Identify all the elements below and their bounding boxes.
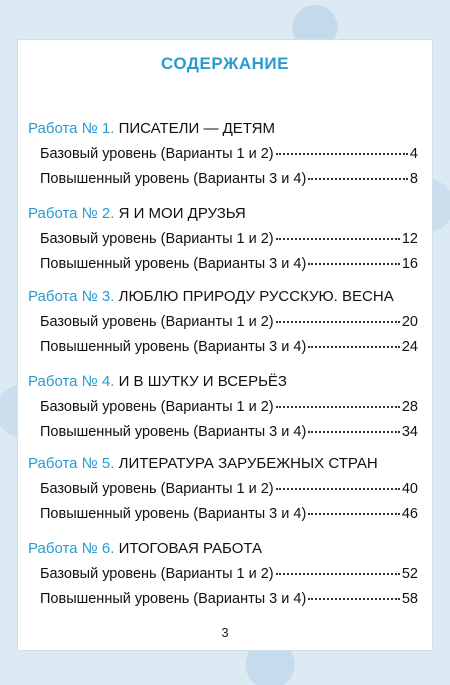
contents-section bbox=[28, 120, 418, 187]
entry-label: Повышенный уровень (Варианты 3 и 4) bbox=[40, 339, 307, 355]
entry-page: 34 bbox=[401, 424, 418, 440]
section-title: ПИСАТЕЛИ — ДЕТЯМ bbox=[118, 120, 275, 137]
section-heading bbox=[28, 540, 418, 557]
contents-page bbox=[18, 40, 432, 650]
entry-label: Базовый уровень (Варианты 1 и 2) bbox=[40, 566, 274, 582]
entry-page: 12 bbox=[401, 231, 418, 247]
section-heading bbox=[28, 205, 418, 222]
contents-entry bbox=[28, 481, 418, 497]
contents-section bbox=[28, 288, 418, 355]
dot-leader bbox=[276, 406, 400, 408]
entry-label: Базовый уровень (Варианты 1 и 2) bbox=[40, 146, 274, 162]
entry-page: 52 bbox=[401, 566, 418, 582]
entry-page: 46 bbox=[401, 506, 418, 522]
contents-section bbox=[28, 373, 418, 440]
contents-entry bbox=[28, 314, 418, 330]
section-title: ЛЮБЛЮ ПРИРОДУ РУССКУЮ. ВЕСНА bbox=[118, 288, 394, 305]
entry-page: 28 bbox=[401, 399, 418, 415]
dot-leader bbox=[276, 153, 408, 155]
section-heading bbox=[28, 373, 418, 390]
entry-label: Повышенный уровень (Варианты 3 и 4) bbox=[40, 171, 307, 187]
entry-page: 16 bbox=[401, 256, 418, 272]
entry-label: Базовый уровень (Варианты 1 и 2) bbox=[40, 399, 274, 415]
contents-entry bbox=[28, 506, 418, 522]
contents-entry bbox=[28, 566, 418, 582]
section-number: Работа № 4. bbox=[28, 373, 115, 390]
dot-leader bbox=[308, 346, 400, 348]
entry-label: Повышенный уровень (Варианты 3 и 4) bbox=[40, 256, 307, 272]
entry-page: 40 bbox=[401, 481, 418, 497]
contents-section bbox=[28, 205, 418, 272]
dot-leader bbox=[308, 513, 400, 515]
section-number: Работа № 1. bbox=[28, 120, 115, 137]
entry-label: Повышенный уровень (Варианты 3 и 4) bbox=[40, 591, 307, 607]
dot-leader bbox=[276, 238, 400, 240]
contents-entry bbox=[28, 591, 418, 607]
contents-entry bbox=[28, 146, 418, 162]
contents-entry bbox=[28, 399, 418, 415]
dot-leader bbox=[276, 321, 400, 323]
section-number: Работа № 6. bbox=[28, 540, 115, 557]
dot-leader bbox=[308, 431, 400, 433]
contents-entry bbox=[28, 171, 418, 187]
dot-leader bbox=[308, 178, 408, 180]
contents-entry bbox=[28, 339, 418, 355]
section-title: Я И МОИ ДРУЗЬЯ bbox=[118, 205, 246, 222]
entry-label: Базовый уровень (Варианты 1 и 2) bbox=[40, 231, 274, 247]
dot-leader bbox=[308, 263, 400, 265]
section-title: ИТОГОВАЯ РАБОТА bbox=[118, 540, 263, 557]
contents-section bbox=[28, 540, 418, 607]
entry-label: Повышенный уровень (Варианты 3 и 4) bbox=[40, 424, 307, 440]
contents-entry bbox=[28, 231, 418, 247]
section-heading bbox=[28, 288, 418, 305]
entry-label: Базовый уровень (Варианты 1 и 2) bbox=[40, 314, 274, 330]
entry-page: 24 bbox=[401, 339, 418, 355]
section-number: Работа № 5. bbox=[28, 455, 115, 472]
section-number: Работа № 2. bbox=[28, 205, 115, 222]
section-number: Работа № 3. bbox=[28, 288, 115, 305]
dot-leader bbox=[276, 573, 400, 575]
page-title: СОДЕРЖАНИЕ bbox=[161, 54, 289, 73]
section-title: ЛИТЕРАТУРА ЗАРУБЕЖНЫХ СТРАН bbox=[118, 455, 378, 472]
dot-leader bbox=[308, 598, 400, 600]
entry-label: Повышенный уровень (Варианты 3 и 4) bbox=[40, 506, 307, 522]
section-heading bbox=[28, 455, 418, 472]
contents-entry bbox=[28, 256, 418, 272]
contents-section bbox=[28, 455, 418, 522]
entry-page: 4 bbox=[409, 146, 418, 162]
contents-entry bbox=[28, 424, 418, 440]
dot-leader bbox=[276, 488, 400, 490]
entry-page: 58 bbox=[401, 591, 418, 607]
section-title: И В ШУТКУ И ВСЕРЬЁЗ bbox=[118, 373, 287, 390]
entry-page: 8 bbox=[409, 171, 418, 187]
section-heading bbox=[28, 120, 418, 137]
page-number: 3 bbox=[221, 625, 229, 640]
entry-page: 20 bbox=[401, 314, 418, 330]
entry-label: Базовый уровень (Варианты 1 и 2) bbox=[40, 481, 274, 497]
